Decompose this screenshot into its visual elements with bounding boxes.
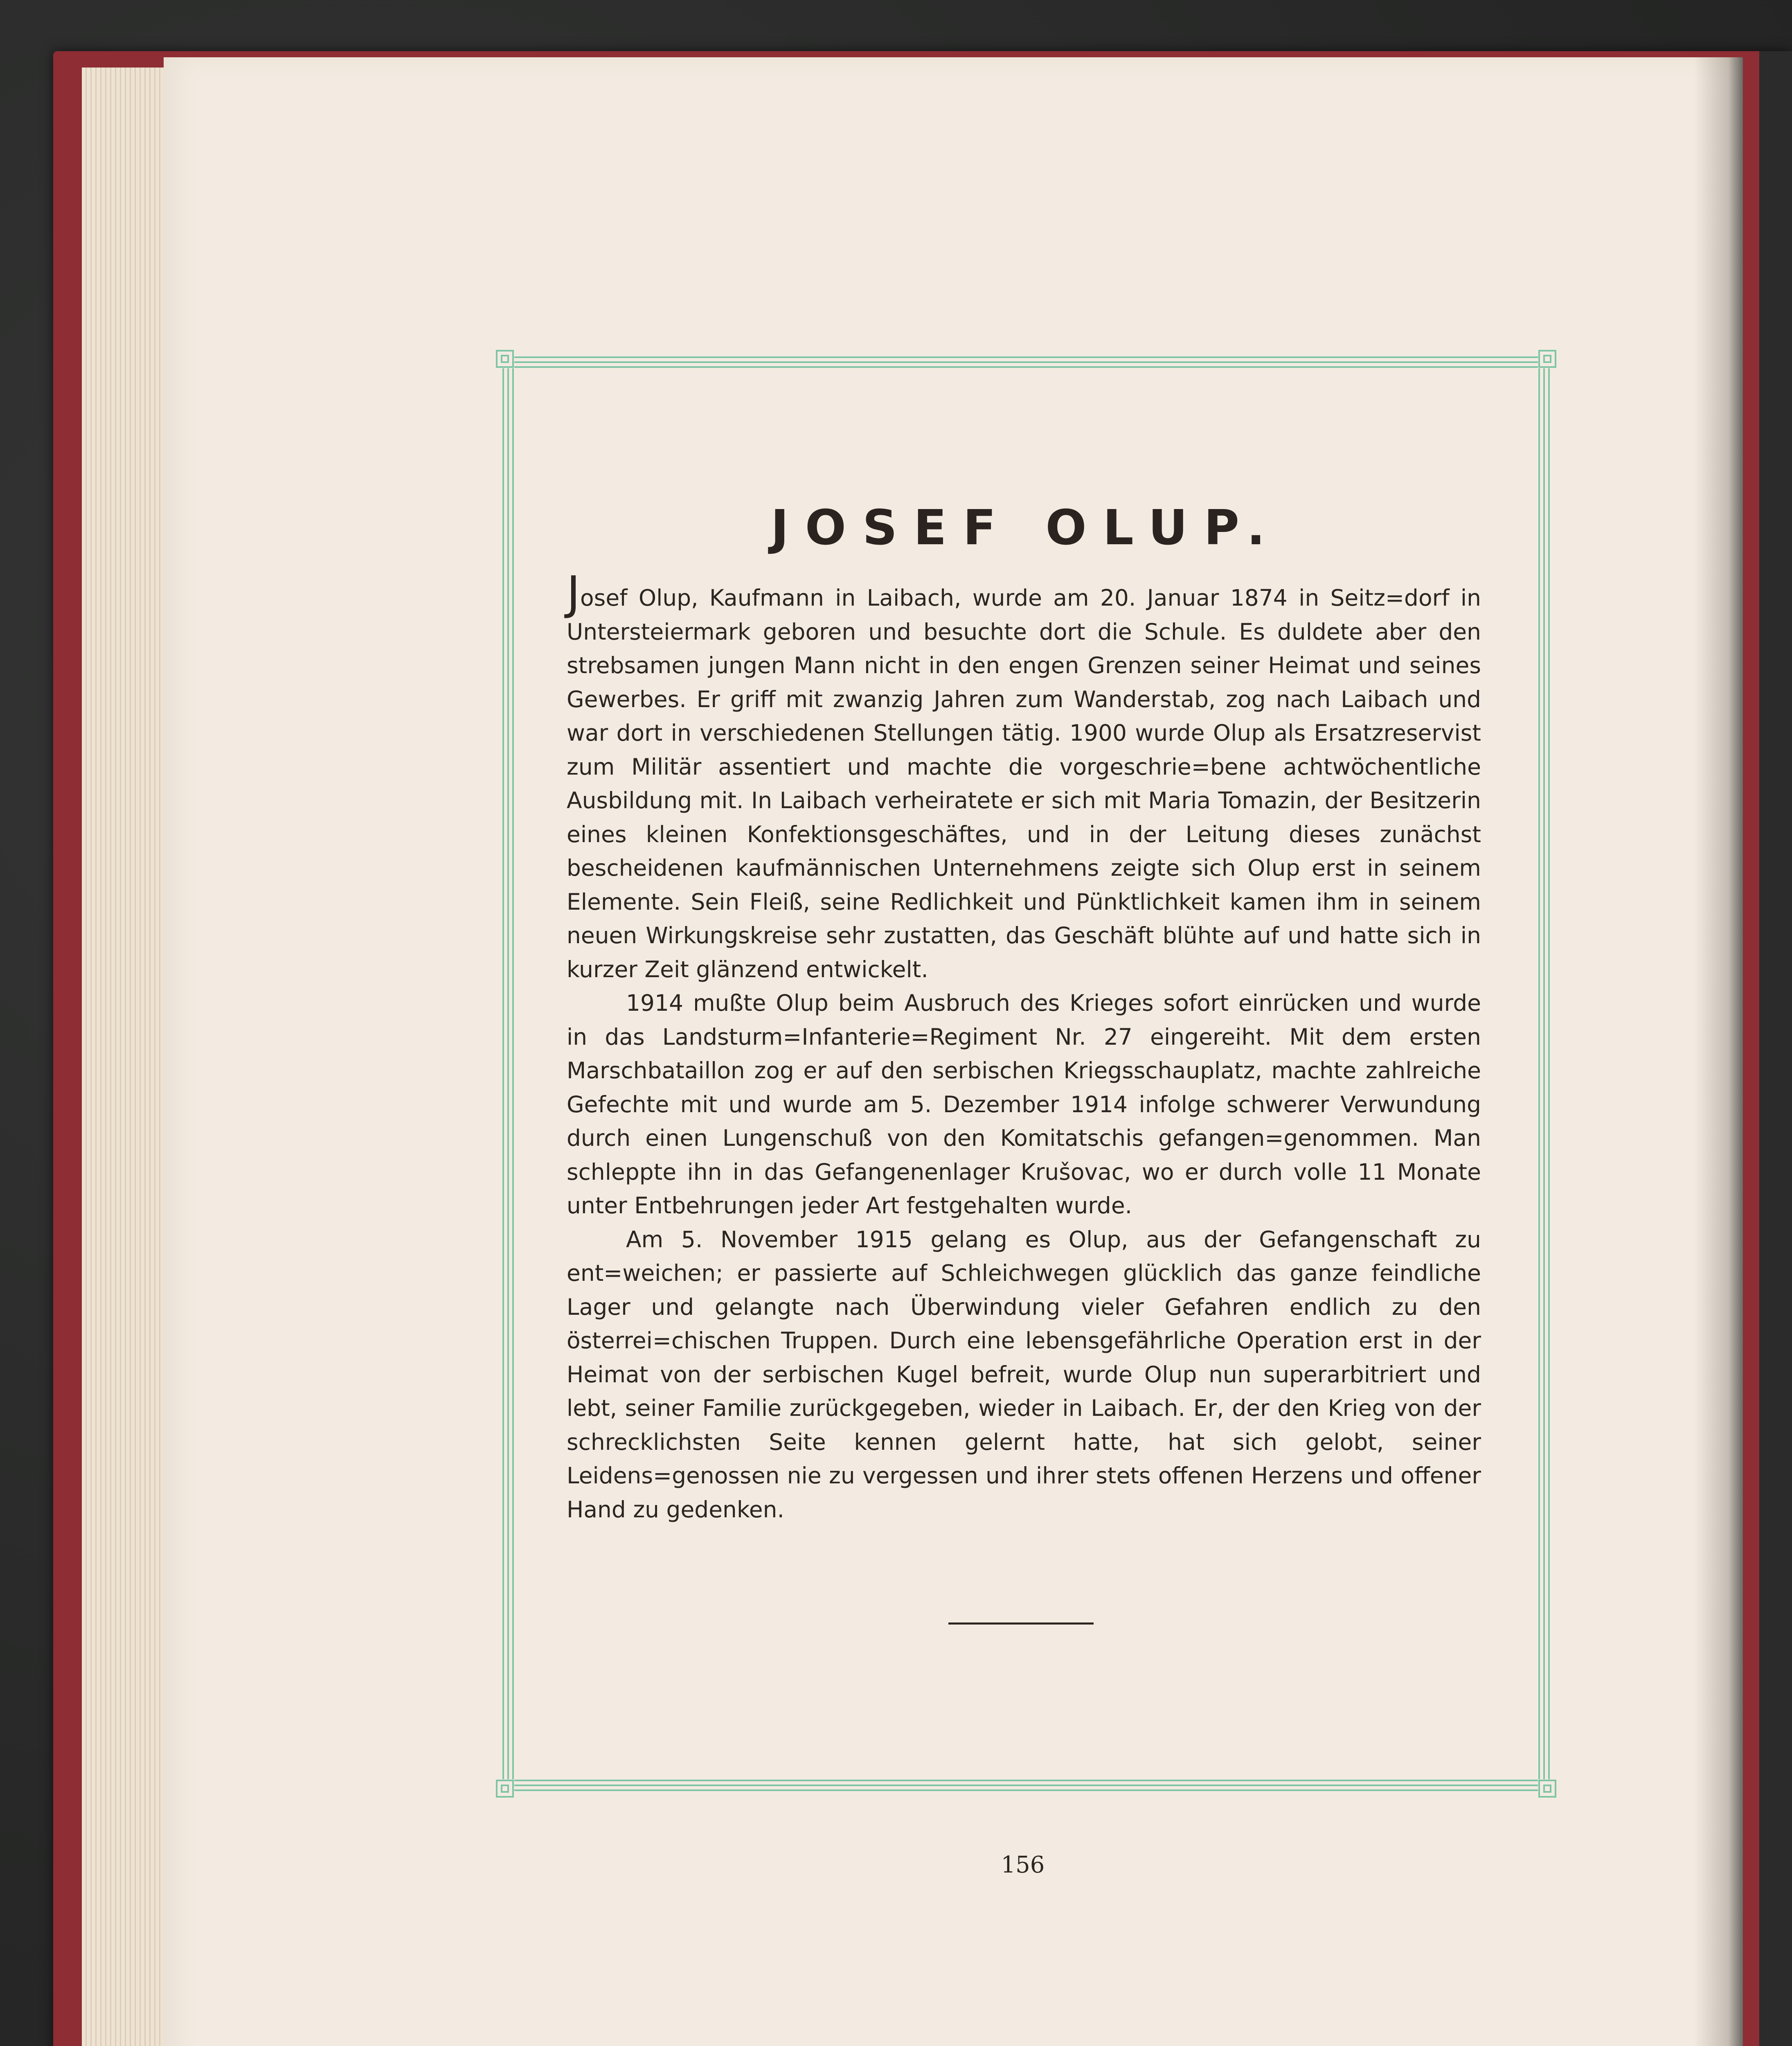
page-stack-edges [82, 68, 164, 2046]
page-number: 156 [1001, 1852, 1045, 1878]
drop-initial: J [567, 567, 581, 620]
corner-ornament-top-right [1539, 351, 1556, 367]
paragraph-1-text: osef Olup, Kaufmann in Laibach, wurde am 20. Januar 1874 in Seitz=dorf in Untersteiermark geboren und besuchte dort die Schule. Es duldete aber den strebsamen jungen Mann nicht in den engen Grenzen seiner Heimat und seines Gewerbes. Er griff mit zwanzig Jahren zum Wanderstab, zog nach Laibach und war dort in verschiedenen Stellungen tätig. 1900 wurde Olup als Ersatzreservist zum Militär assentiert und machte die vorgeschrie=bene achtwöchentliche Ausbildung mit. In Laibach verheiratete er sich mit Maria Tomazin, der Besitzerin eines kleinen Konfektionsgeschäftes, und in der Leitung dieses zunächst bescheidenen kaufmännischen Unternehmens zeigte sich Olup erst in seinem Elemente. Sein Fleiß, seine Redlichkeit und Pünktlichkeit kamen ihm in seinem neuen Wirkungskreise sehr zustatten, das Geschäft blühte auf und hatte sich in kurzer Zeit glänzend entwickelt. [567, 585, 1481, 982]
paragraph-3: Am 5. November 1915 gelang es Olup, aus der Gefangenschaft zu ent=weichen; er passierte auf Schleichwegen glücklich das ganze feindliche Lager und gelangte nach Überwindung vieler Gefahren endlich zu den österrei=chischen Truppen. Durch eine lebensgefährliche Operation erst in der Heimat von der serbischen Kugel befreit, wurde Olup nun superarbitriert und lebt, seiner Familie zurückgegeben, wieder in Laibach. Er, der den Krieg von der schrecklichsten Seite kennen gelernt hatte, hat sich gelobt, seiner Leidens=genossen nie zu vergessen und ihrer stets offenen Herzens und offener Hand zu gedenken. [567, 1226, 1481, 1523]
page-title: JOSEF OLUP. [770, 499, 1282, 556]
closing-rule-divider [948, 1622, 1094, 1625]
paragraph-2: 1914 mußte Olup beim Ausbruch des Krieges sofort einrücken und wurde in das Landsturm=Infanterie=Regiment Nr. 27 eingereiht. Mit dem ersten Marschbataillon zog er auf den serbischen Kriegsschauplatz, machte zahlreiche Gefechte mit und wurde am 5. Dezember 1914 infolge schwerer Verwundung durch einen Lungenschuß von den Komitatschis gefangen=genommen. Man schleppte ihn in das Gefangenenlager Krušovac, wo er durch volle 11 Monate unter Entbehrungen jeder Art festgehalten wurde. [567, 990, 1481, 1219]
paragraph-1 [567, 567, 1481, 986]
page-gutter-shadow [1694, 57, 1743, 2046]
facing-cover-edge [1759, 51, 1792, 2046]
corner-ornament-top-left [497, 351, 513, 367]
corner-ornament-bottom-left [497, 1780, 513, 1797]
corner-ornament-bottom-right [1539, 1780, 1556, 1797]
body-text [567, 567, 1481, 1526]
